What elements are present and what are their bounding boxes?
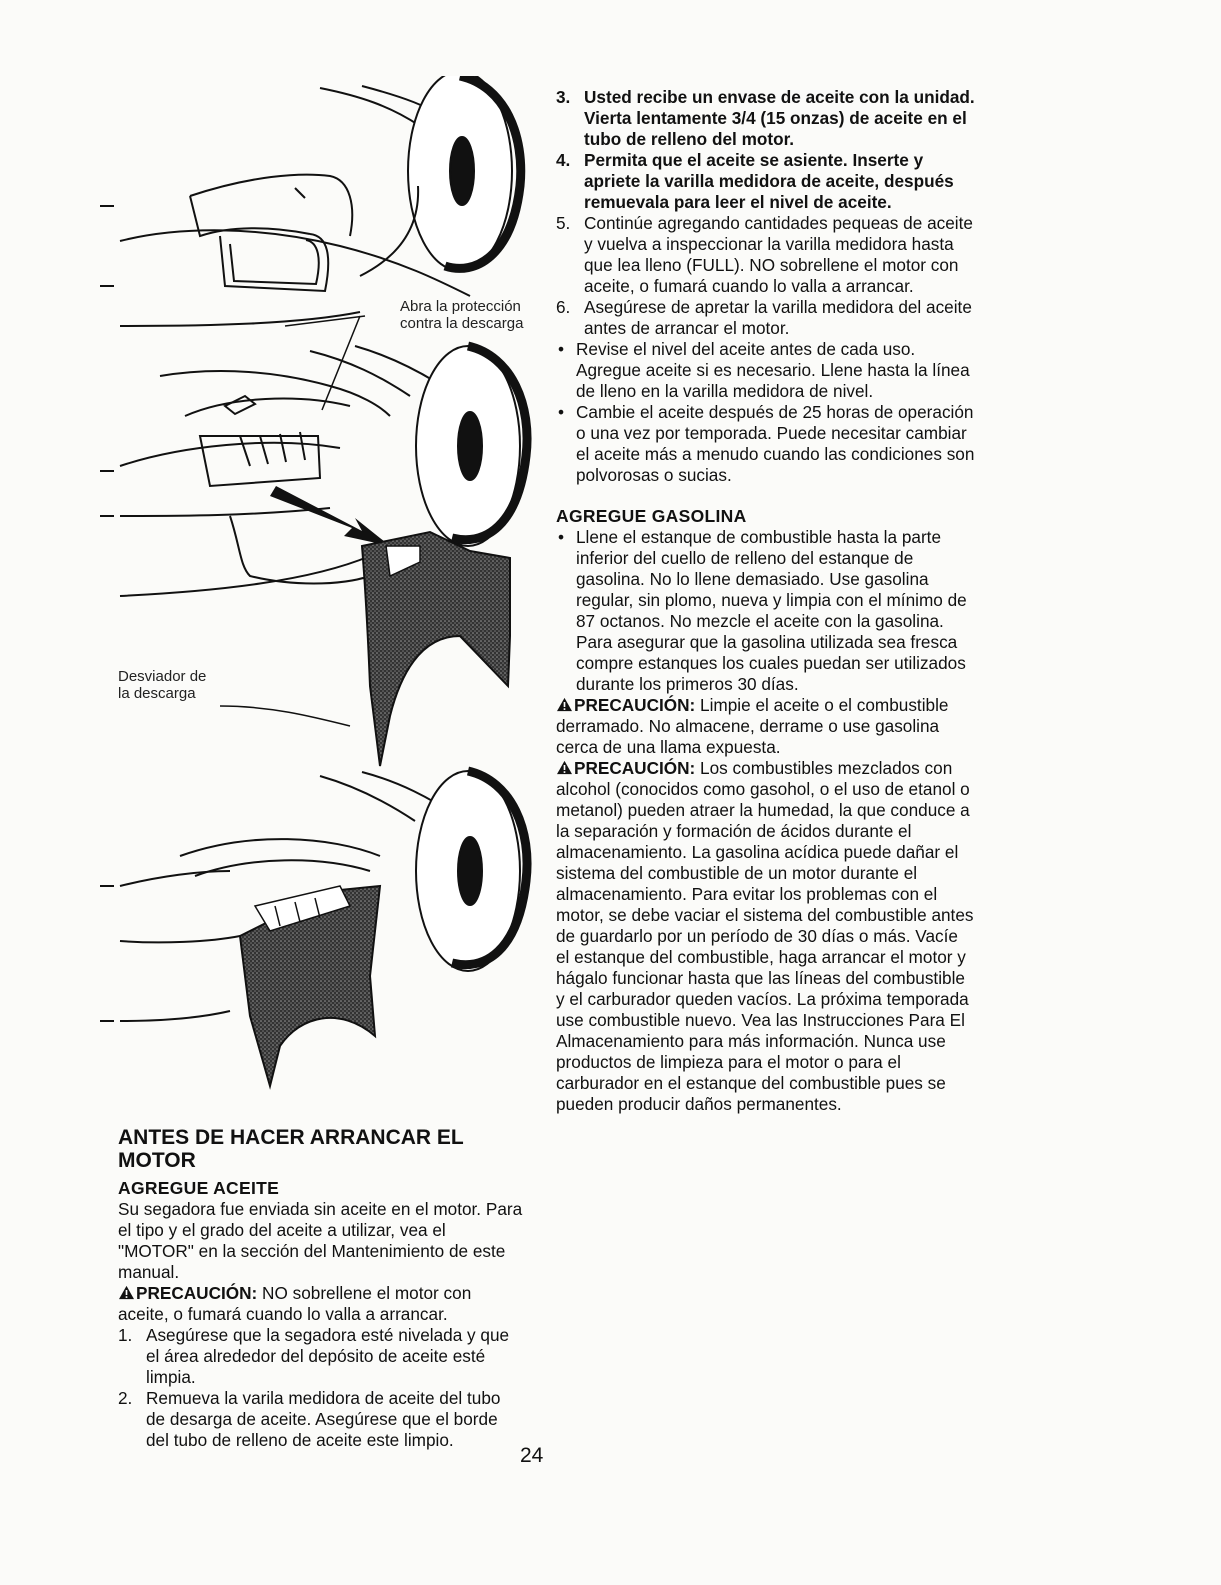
step-text: Remueva la varila medidora de aceite del tubo de desarga de aceite. Asegúrese que el borde del tubo de relleno de aceite este limpio. [146,1388,501,1450]
discharge-deflector [362,532,510,766]
spill-warning-text: Limpie el aceite o el combustible derramado. No almacene, derrame o use gasolina cerca de una llama expuesta. [556,695,949,757]
section-title: ANTES DE HACER ARRANCAR EL MOTOR [118,1126,464,1172]
bullet-text: Llene el estanque de combustible hasta la parte inferior del cuello de relleno del estanque de gasolina. No lo llene demasiado. Use gasolina regular, sin plomo, nueva y limpia con el mínimo de 87 octanos. No mezcle el aceite con la gasolina. Para asegurar que la gasolina utilizada sea fresca compre estanques los cuales puedan ser utilizados durante los primeros 30 días. [576,527,967,694]
gas-bullets [556,527,976,695]
mower-illustration [100,76,540,1116]
callout-open-discharge-line1: Abra la protección [400,298,521,315]
oil-steps-list-right [556,87,976,339]
oil-warning-label: PRECAUCIÓN: [136,1283,258,1303]
warning-icon [556,697,573,712]
left-column [118,1126,524,1451]
right-column [556,87,976,1115]
bullet-dot: • [558,402,565,422]
list-item [556,213,976,297]
step-number: 3. [556,87,571,107]
oil-steps-list-left [118,1325,524,1451]
oil-warning-text: NO sobrellene el motor con aceite, o fumará cuando lo valla a arrancar. [118,1283,472,1324]
page-number: 24 [520,1444,544,1467]
list-item [556,297,976,339]
add-gas-heading: AGREGUE GASOLINA [556,506,747,526]
step-number: 4. [556,150,571,170]
step-number: 5. [556,213,571,233]
spacer [556,486,976,506]
list-item [556,150,976,213]
mower-illustration-svg [100,76,540,1116]
step-text: Continúe agregando cantidades pequeas de aceite y vuelva a inspeccionar la varilla medidora hasta que lea lleno (FULL). NO sobrellene el motor con aceite, o fumará cuando lo valla a arrancar. [584,213,973,296]
step-number: 2. [118,1388,133,1408]
step-number: 6. [556,297,571,317]
step-number: 1. [118,1325,133,1345]
callout-deflector-line2: la descarga [118,685,196,702]
oil-warning [118,1283,524,1325]
add-oil-heading: AGREGUE ACEITE [118,1178,280,1198]
callout-open-discharge-line2: contra la descarga [400,315,524,332]
bullet-dot: • [558,339,565,359]
list-item [118,1388,524,1451]
callout-deflector-line1: Desviador de [118,668,207,685]
intro-paragraph: Su segadora fue enviada sin aceite en el motor. Para el tipo y el grado del aceite a utilizar, vea el "MOTOR" en la sección del Mantenimiento de este manual. [118,1199,523,1282]
callout-deflector [118,668,206,702]
list-item [118,1325,524,1388]
alcohol-fuel-warning [556,758,976,1115]
warning-icon [118,1285,135,1300]
bullet-text: Cambie el aceite después de 25 horas de operación o una vez por temporada. Puede necesitar cambiar el aceite más a menudo cuando las condiciones son polvorosas o sucias. [576,402,975,485]
list-item [556,527,976,695]
installed-deflector [240,886,380,1086]
list-item [556,87,976,150]
alcohol-warning-text: Los combustibles mezclados con alcohol (conocidos como gasohol, o el uso de etanol o metanol) pueden atraer la humedad, la que conduce a la separación y formación de ácidos durante el almacenamiento. La gasolina acídica puede dañar el sistema del combustible de un motor durante el almacenamiento. Para evitar los problemas con el motor, se debe vaciar el sistema del combustible antes de guardarlo por un período de 30 días o más. Vacíe el estanque del combustible, haga arrancar el motor y hágalo funcionar hasta que las líneas del combustible y el carburador queden vacíos. La próxima temporada use combustible nuevo. Vea las Instrucciones Para El Almacenamiento para más información. Nunca use productos de limpieza para el motor o para el carburador en el estanque del combustible pues se pueden producir daños permanentes. [556,758,974,1114]
bullet-dot: • [558,527,565,547]
list-item [556,339,976,402]
alcohol-warning-label: PRECAUCIÓN: [574,758,696,778]
spill-warning [556,695,976,758]
step-text: Permita que el aceite se asiente. Inserte y apriete la varilla medidora de aceite, después remuevala para leer el nivel de aceite. [584,150,954,212]
callout-open-discharge [400,298,523,332]
panel-closed-door [100,76,521,326]
list-item [556,402,976,486]
spill-warning-label: PRECAUCIÓN: [574,695,696,715]
oil-bullets [556,339,976,486]
step-text: Usted recibe un envase de aceite con la unidad. Vierta lentamente 3/4 (15 onzas) de aceite en el tubo de relleno del motor. [584,87,975,149]
bullet-text: Revise el nivel del aceite antes de cada uso. Agregue aceite si es necesario. Llene hasta la línea de lleno en la varilla medidora de nivel. [576,339,970,401]
step-text: Asegúrese de apretar la varilla medidora del aceite antes de arrancar el motor. [584,297,972,338]
step-text: Asegúrese que la segadora esté nivelada y que el área alrededor del depósito de aceite esté limpia. [146,1325,510,1387]
warning-icon [556,760,573,775]
